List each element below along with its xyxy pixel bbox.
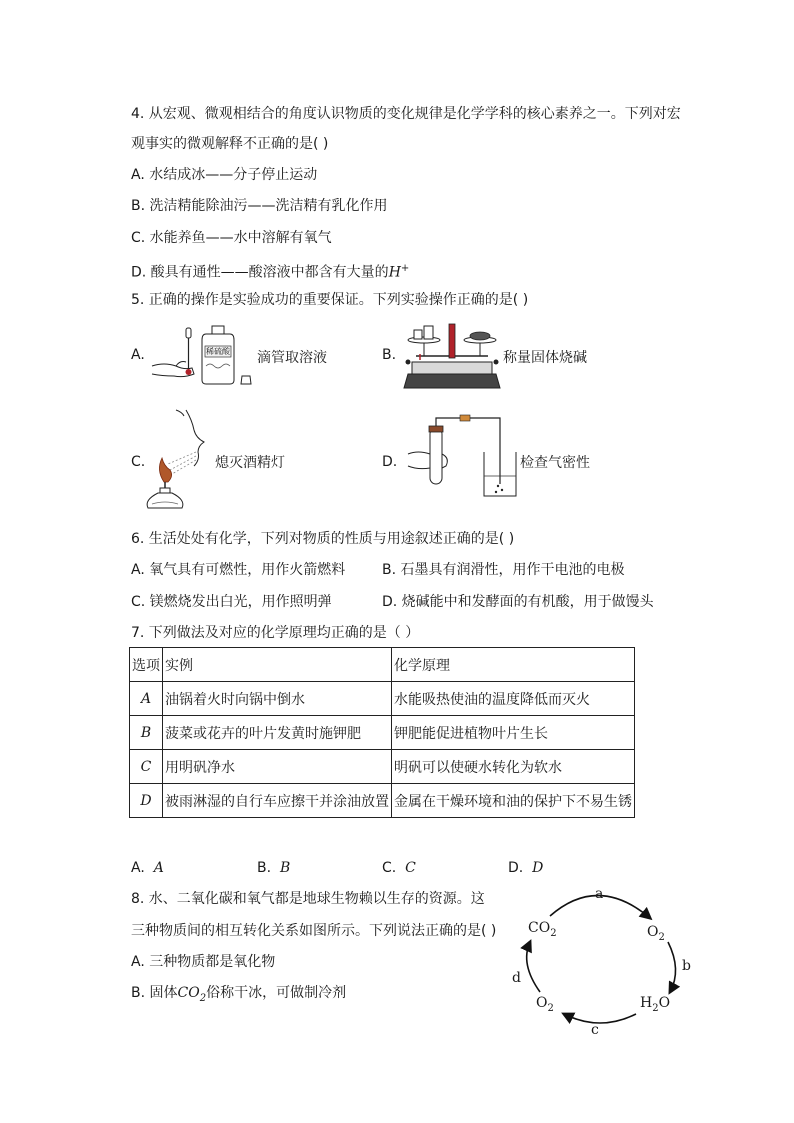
table-header-cell: 化学原理 bbox=[392, 648, 635, 682]
cycle-label-c: c bbox=[591, 1022, 599, 1038]
table-row bbox=[130, 682, 635, 716]
q8-stem-line2: 三种物质间的相互转化关系如图所示。下列说法正确的是( ) bbox=[131, 923, 497, 939]
cycle-label-d: d bbox=[512, 970, 521, 986]
q7-answer-a-value: A bbox=[153, 860, 164, 876]
q8-option-b-formula: CO bbox=[177, 985, 200, 1001]
q4-option-d-text: D. 酸具有通性——酸溶液中都含有大量的 bbox=[131, 264, 389, 281]
q7-answer-b bbox=[257, 858, 290, 878]
q5-option-c-label: 熄灭酒精灯 bbox=[215, 455, 285, 471]
q8-option-b-suffix: 俗称干冰，可做制冷剂 bbox=[206, 985, 347, 1001]
q5-option-a-letter: A. bbox=[131, 347, 145, 363]
q5-option-d-letter: D. bbox=[382, 454, 398, 470]
balance-figure bbox=[402, 318, 502, 390]
table-cell-example: 用明矾净水 bbox=[163, 750, 392, 784]
q6-option-b: B. 石墨具有润滑性，用作干电池的电极 bbox=[382, 562, 625, 578]
alcohol-lamp-figure bbox=[146, 408, 226, 512]
arrow-d bbox=[527, 942, 540, 992]
cycle-node-h2o-h: H bbox=[640, 995, 653, 1011]
q7-answer-c-prefix: C. bbox=[382, 860, 397, 876]
q5-option-b-label: 称量固体烧碱 bbox=[503, 350, 587, 366]
cycle-node-o2-bottom-sub: 2 bbox=[547, 1002, 554, 1014]
table-cell-principle: 明矾可以使硬水转化为软水 bbox=[392, 750, 635, 784]
q4-option-d bbox=[131, 259, 409, 283]
q6-option-d: D. 烧碱能中和发酵面的有机酸，用于做馒头 bbox=[382, 594, 654, 610]
table-row bbox=[130, 784, 635, 818]
q7-stem: 7. 下列做法及对应的化学原理均正确的是（ ） bbox=[131, 625, 420, 641]
q7-answer-d bbox=[508, 858, 543, 878]
cycle-node-o2-top bbox=[647, 924, 665, 943]
table-row bbox=[130, 716, 635, 750]
q5-option-a-label: 滴管取溶液 bbox=[257, 350, 327, 366]
bottle-label: 稀硫酸 bbox=[206, 347, 230, 356]
table-cell-example: 被雨淋湿的自行车应擦干并涂油放置 bbox=[163, 784, 392, 818]
table-cell-principle: 水能吸热使油的温度降低而灭火 bbox=[392, 682, 635, 716]
cycle-node-h2o-sub: 2 bbox=[652, 1002, 659, 1014]
cycle-label-a: a bbox=[595, 886, 604, 902]
q4-stem-line1: 4. 从宏观、微观相结合的角度认识物质的变化规律是化学学科的核心素养之一。下列对宏 bbox=[131, 106, 681, 122]
q5-option-d-label: 检查气密性 bbox=[520, 455, 590, 471]
cycle-node-o2-bottom-text: O bbox=[536, 995, 548, 1011]
table-header-row bbox=[130, 648, 635, 682]
table-cell-principle: 金属在干燥环境和油的保护下不易生锈 bbox=[392, 784, 635, 818]
table-cell-example: 菠菜或花卉的叶片发黄时施钾肥 bbox=[163, 716, 392, 750]
table-header-cell: 实例 bbox=[163, 648, 392, 682]
q7-answer-c bbox=[382, 858, 416, 878]
cycle-node-h2o bbox=[640, 995, 670, 1014]
q6-option-c: C. 镁燃烧发出白光，用作照明弹 bbox=[131, 594, 332, 610]
cycle-label-b: b bbox=[682, 958, 691, 974]
cycle-node-co2-text: CO bbox=[528, 920, 551, 936]
q5-option-b-letter: B. bbox=[382, 347, 397, 363]
table-cell-example: 油锅着火时向锅中倒水 bbox=[163, 682, 392, 716]
cycle-node-co2-sub: 2 bbox=[550, 927, 557, 939]
cycle-node-o2-top-sub: 2 bbox=[658, 931, 665, 943]
q4-option-c: C. 水能养鱼——水中溶解有氧气 bbox=[131, 230, 332, 246]
q7-answer-b-prefix: B. bbox=[257, 860, 272, 876]
arrow-b bbox=[668, 942, 676, 992]
q4-option-d-ion: H bbox=[388, 264, 401, 281]
q8-option-b-formula-sub: 2 bbox=[199, 992, 207, 1004]
q4-option-a: A. 水结成冰——分子停止运动 bbox=[131, 167, 318, 183]
airtightness-figure bbox=[400, 414, 520, 500]
q5-stem: 5. 正确的操作是实验成功的重要保证。下列实验操作正确的是( ) bbox=[131, 292, 529, 308]
dropper-figure bbox=[150, 322, 260, 386]
q4-stem-line2: 观事实的微观解释不正确的是( ) bbox=[131, 136, 329, 152]
q7-answer-a-prefix: A. bbox=[131, 860, 145, 876]
q8-stem-line1: 8. 水、二氧化碳和氧气都是地球生物赖以生存的资源。这 bbox=[131, 891, 485, 907]
q7-answer-c-value: C bbox=[405, 860, 416, 876]
q7-answer-a bbox=[131, 858, 164, 878]
conversion-cycle-diagram bbox=[510, 880, 690, 1040]
q8-option-a: A. 三种物质都是氧化物 bbox=[131, 954, 276, 970]
table-cell-option: A bbox=[130, 682, 163, 716]
cycle-node-o2-top-text: O bbox=[647, 924, 659, 940]
q7-answer-b-value: B bbox=[279, 860, 291, 876]
q4-option-b: B. 洗洁精能除油污——洗洁精有乳化作用 bbox=[131, 198, 388, 214]
q5-option-c-letter: C. bbox=[131, 454, 146, 470]
q6-stem: 6. 生活处处有化学，下列对物质的性质与用途叙述正确的是( ) bbox=[131, 531, 515, 547]
q6-option-a: A. 氧气具有可燃性，用作火箭燃料 bbox=[131, 562, 346, 578]
table-row bbox=[130, 750, 635, 784]
table-cell-option: B bbox=[130, 716, 163, 750]
table-cell-option: D bbox=[130, 784, 163, 818]
table-cell-principle: 钾肥能促进植物叶片生长 bbox=[392, 716, 635, 750]
q7-answer-d-value: D bbox=[532, 860, 544, 876]
q4-option-d-charge: + bbox=[400, 263, 410, 274]
table-header-cell: 选项 bbox=[130, 648, 163, 682]
q8-option-b bbox=[131, 983, 346, 1009]
q7-table bbox=[129, 647, 635, 818]
q7-answer-d-prefix: D. bbox=[508, 860, 524, 876]
cycle-node-co2 bbox=[528, 920, 557, 939]
table-cell-option: C bbox=[130, 750, 163, 784]
arrow-c bbox=[564, 1014, 636, 1023]
cycle-node-o2-bottom bbox=[536, 995, 554, 1014]
cycle-node-h2o-o: O bbox=[658, 995, 671, 1011]
q8-option-b-prefix: B. 固体 bbox=[131, 985, 178, 1001]
